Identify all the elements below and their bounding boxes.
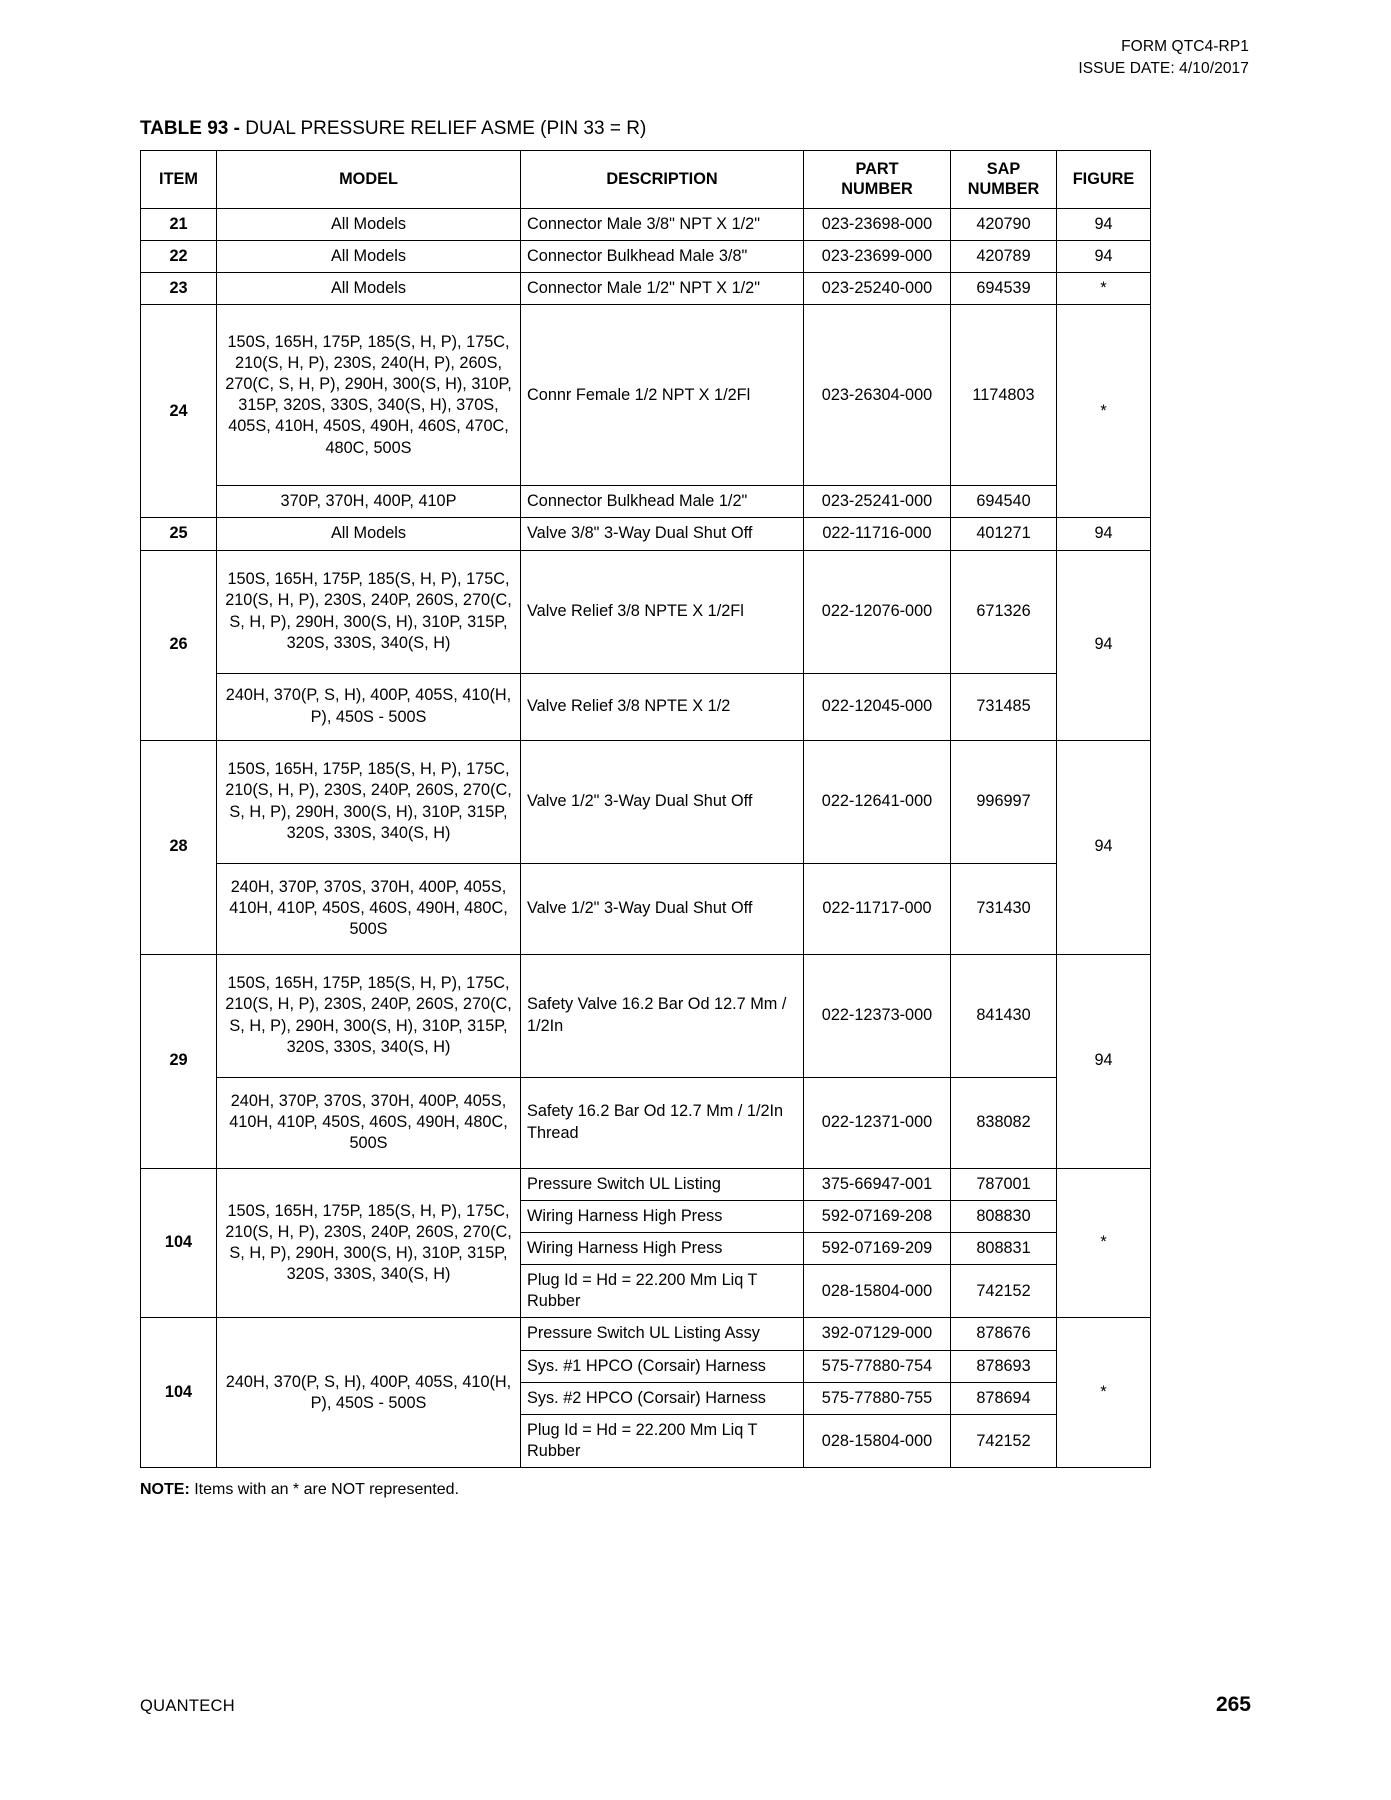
- cell-description: Connector Bulkhead Male 3/8": [521, 240, 804, 272]
- table-header-row: [141, 151, 1151, 209]
- column-header-part-number-line1: PART: [855, 160, 899, 178]
- cell-sap-number: 401271: [951, 518, 1057, 550]
- column-header-sap-number-line1: SAP: [986, 160, 1021, 178]
- table-row: [141, 673, 1151, 740]
- cell-description: Plug Id = Hd = 22.200 Mm Liq T Rubber: [521, 1265, 804, 1318]
- cell-figure: *: [1057, 273, 1151, 305]
- cell-figure: 94: [1057, 208, 1151, 240]
- form-number: FORM QTC4-RP1: [1121, 38, 1249, 55]
- cell-part-number: 022-12373-000: [804, 954, 951, 1077]
- cell-item: 28: [141, 740, 217, 954]
- cell-description: Valve 1/2" 3-Way Dual Shut Off: [521, 740, 804, 863]
- cell-figure: 94: [1057, 240, 1151, 272]
- cell-part-number: 022-12641-000: [804, 740, 951, 863]
- cell-sap-number: 787001: [951, 1168, 1057, 1200]
- cell-description: Wiring Harness High Press: [521, 1232, 804, 1264]
- cell-model: 240H, 370P, 370S, 370H, 400P, 405S, 410H, 410P, 450S, 460S, 490H, 480C, 500S: [217, 1077, 521, 1168]
- cell-sap-number: 808831: [951, 1232, 1057, 1264]
- column-header-model: MODEL: [217, 151, 521, 209]
- cell-figure: *: [1057, 1318, 1151, 1468]
- cell-sap-number: 420790: [951, 208, 1057, 240]
- cell-model: All Models: [217, 273, 521, 305]
- cell-sap-number: 694540: [951, 486, 1057, 518]
- cell-part-number: 592-07169-208: [804, 1200, 951, 1232]
- cell-part-number: 375-66947-001: [804, 1168, 951, 1200]
- table-row: [141, 863, 1151, 954]
- cell-description: Safety Valve 16.2 Bar Od 12.7 Mm / 1/2In: [521, 954, 804, 1077]
- table-row: [141, 1168, 1151, 1200]
- table-row: [141, 1077, 1151, 1168]
- cell-model: All Models: [217, 208, 521, 240]
- cell-part-number: 592-07169-209: [804, 1232, 951, 1264]
- cell-description: Safety 16.2 Bar Od 12.7 Mm / 1/2In Thread: [521, 1077, 804, 1168]
- table-row: [141, 240, 1151, 272]
- cell-sap-number: 742152: [951, 1265, 1057, 1318]
- column-header-item: ITEM: [141, 151, 217, 209]
- cell-part-number: 022-12045-000: [804, 673, 951, 740]
- table-row: [141, 305, 1151, 486]
- cell-description: Valve Relief 3/8 NPTE X 1/2Fl: [521, 550, 804, 673]
- cell-sap-number: 694539: [951, 273, 1057, 305]
- table-caption: [112, 118, 1279, 140]
- cell-sap-number: 420789: [951, 240, 1057, 272]
- cell-sap-number: 731485: [951, 673, 1057, 740]
- table-caption-title: DUAL PRESSURE RELIEF ASME (PIN 33 = R): [245, 118, 647, 139]
- document-footer: [140, 1693, 1251, 1717]
- cell-sap-number: 878694: [951, 1382, 1057, 1414]
- table-note: [140, 1481, 1279, 1499]
- cell-model: 150S, 165H, 175P, 185(S, H, P), 175C, 210(S, H, P), 230S, 240P, 260S, 270(C, S, H, P), 290H, 300(S, H), 310P, 315P, 320S, 330S, 340(S, H): [217, 740, 521, 863]
- cell-description: Connector Male 1/2" NPT X 1/2": [521, 273, 804, 305]
- parts-table: [140, 150, 1151, 1468]
- cell-part-number: 392-07129-000: [804, 1318, 951, 1350]
- cell-sap-number: 808830: [951, 1200, 1057, 1232]
- cell-figure: 94: [1057, 518, 1151, 550]
- cell-sap-number: 731430: [951, 863, 1057, 954]
- cell-description: Valve 3/8" 3-Way Dual Shut Off: [521, 518, 804, 550]
- cell-description: Sys. #1 HPCO (Corsair) Harness: [521, 1350, 804, 1382]
- column-header-figure: FIGURE: [1057, 151, 1151, 209]
- cell-sap-number: 841430: [951, 954, 1057, 1077]
- cell-item: 104: [141, 1318, 217, 1468]
- cell-item: 104: [141, 1168, 217, 1318]
- cell-model: 370P, 370H, 400P, 410P: [217, 486, 521, 518]
- cell-model: 240H, 370P, 370S, 370H, 400P, 405S, 410H, 410P, 450S, 460S, 490H, 480C, 500S: [217, 863, 521, 954]
- cell-sap-number: 996997: [951, 740, 1057, 863]
- table-row: [141, 550, 1151, 673]
- note-label: NOTE:: [140, 1481, 190, 1499]
- cell-figure: *: [1057, 305, 1151, 518]
- cell-figure: 94: [1057, 740, 1151, 954]
- cell-part-number: 022-11717-000: [804, 863, 951, 954]
- cell-sap-number: 878693: [951, 1350, 1057, 1382]
- cell-description: Valve Relief 3/8 NPTE X 1/2: [521, 673, 804, 740]
- cell-part-number: 023-23699-000: [804, 240, 951, 272]
- cell-item: 26: [141, 550, 217, 740]
- table-row: [141, 740, 1151, 863]
- column-header-sap-number-line2: NUMBER: [967, 180, 1040, 199]
- cell-model: All Models: [217, 240, 521, 272]
- cell-description: Sys. #2 HPCO (Corsair) Harness: [521, 1382, 804, 1414]
- cell-description: Pressure Switch UL Listing: [521, 1168, 804, 1200]
- cell-sap-number: 878676: [951, 1318, 1057, 1350]
- cell-part-number: 575-77880-755: [804, 1382, 951, 1414]
- cell-model: 150S, 165H, 175P, 185(S, H, P), 175C, 210(S, H, P), 230S, 240P, 260S, 270(C, S, H, P), 290H, 300(S, H), 310P, 315P, 320S, 330S, 340(S, H): [217, 550, 521, 673]
- footer-brand: QUANTECH: [140, 1697, 235, 1715]
- table-row: [141, 1318, 1151, 1350]
- table-row: [141, 518, 1151, 550]
- cell-part-number: 023-25241-000: [804, 486, 951, 518]
- cell-model: 150S, 165H, 175P, 185(S, H, P), 175C, 210(S, H, P), 230S, 240P, 260S, 270(C, S, H, P), 290H, 300(S, H), 310P, 315P, 320S, 330S, 340(S, H): [217, 954, 521, 1077]
- cell-item: 21: [141, 208, 217, 240]
- cell-part-number: 028-15804-000: [804, 1265, 951, 1318]
- table-row: [141, 208, 1151, 240]
- cell-description: Valve 1/2" 3-Way Dual Shut Off: [521, 863, 804, 954]
- cell-description: Plug Id = Hd = 22.200 Mm Liq T Rubber: [521, 1414, 804, 1467]
- cell-model: 240H, 370(P, S, H), 400P, 405S, 410(H, P), 450S - 500S: [217, 673, 521, 740]
- table-row: [141, 273, 1151, 305]
- cell-description: Wiring Harness High Press: [521, 1200, 804, 1232]
- issue-date: ISSUE DATE: 4/10/2017: [1078, 60, 1249, 77]
- cell-part-number: 023-23698-000: [804, 208, 951, 240]
- cell-part-number: 575-77880-754: [804, 1350, 951, 1382]
- table-row: [141, 954, 1151, 1077]
- cell-item: 23: [141, 273, 217, 305]
- cell-item: 22: [141, 240, 217, 272]
- cell-part-number: 022-11716-000: [804, 518, 951, 550]
- cell-item: 24: [141, 305, 217, 518]
- cell-sap-number: 742152: [951, 1414, 1057, 1467]
- column-header-description: DESCRIPTION: [521, 151, 804, 209]
- table-row: [141, 486, 1151, 518]
- cell-figure: 94: [1057, 954, 1151, 1168]
- cell-model: 240H, 370(P, S, H), 400P, 405S, 410(H, P), 450S - 500S: [217, 1318, 521, 1468]
- column-header-sap-number: [951, 151, 1057, 209]
- footer-page-number: 265: [1215, 1693, 1251, 1716]
- cell-part-number: 022-12371-000: [804, 1077, 951, 1168]
- cell-figure: *: [1057, 1168, 1151, 1318]
- document-header: [112, 36, 1279, 80]
- cell-model: 150S, 165H, 175P, 185(S, H, P), 175C, 210(S, H, P), 230S, 240(H, P), 260S, 270(C, S, H, P), 290H, 300(S, H), 310P, 315P, 320S, 330S, 340(S, H), 370S, 405S, 410H, 450S, 490H, 460S, 470C, 480C, 500S: [217, 305, 521, 486]
- cell-description: Connector Male 3/8" NPT X 1/2": [521, 208, 804, 240]
- cell-description: Connr Female 1/2 NPT X 1/2Fl: [521, 305, 804, 486]
- cell-model: 150S, 165H, 175P, 185(S, H, P), 175C, 210(S, H, P), 230S, 240P, 260S, 270(C, S, H, P), 290H, 300(S, H), 310P, 315P, 320S, 330S, 340(S, H): [217, 1168, 521, 1318]
- cell-description: Connector Bulkhead Male 1/2": [521, 486, 804, 518]
- cell-figure: 94: [1057, 550, 1151, 740]
- cell-item: 29: [141, 954, 217, 1168]
- table-caption-label: TABLE 93 -: [140, 118, 240, 139]
- cell-model: All Models: [217, 518, 521, 550]
- cell-item: 25: [141, 518, 217, 550]
- column-header-part-number-line2: NUMBER: [841, 180, 913, 199]
- note-text: Items with an * are NOT represented.: [189, 1481, 459, 1499]
- cell-part-number: 023-26304-000: [804, 305, 951, 486]
- cell-description: Pressure Switch UL Listing Assy: [521, 1318, 804, 1350]
- cell-part-number: 028-15804-000: [804, 1414, 951, 1467]
- cell-sap-number: 1174803: [951, 305, 1057, 486]
- cell-sap-number: 671326: [951, 550, 1057, 673]
- cell-part-number: 023-25240-000: [804, 273, 951, 305]
- column-header-part-number: [804, 151, 951, 209]
- cell-sap-number: 838082: [951, 1077, 1057, 1168]
- cell-part-number: 022-12076-000: [804, 550, 951, 673]
